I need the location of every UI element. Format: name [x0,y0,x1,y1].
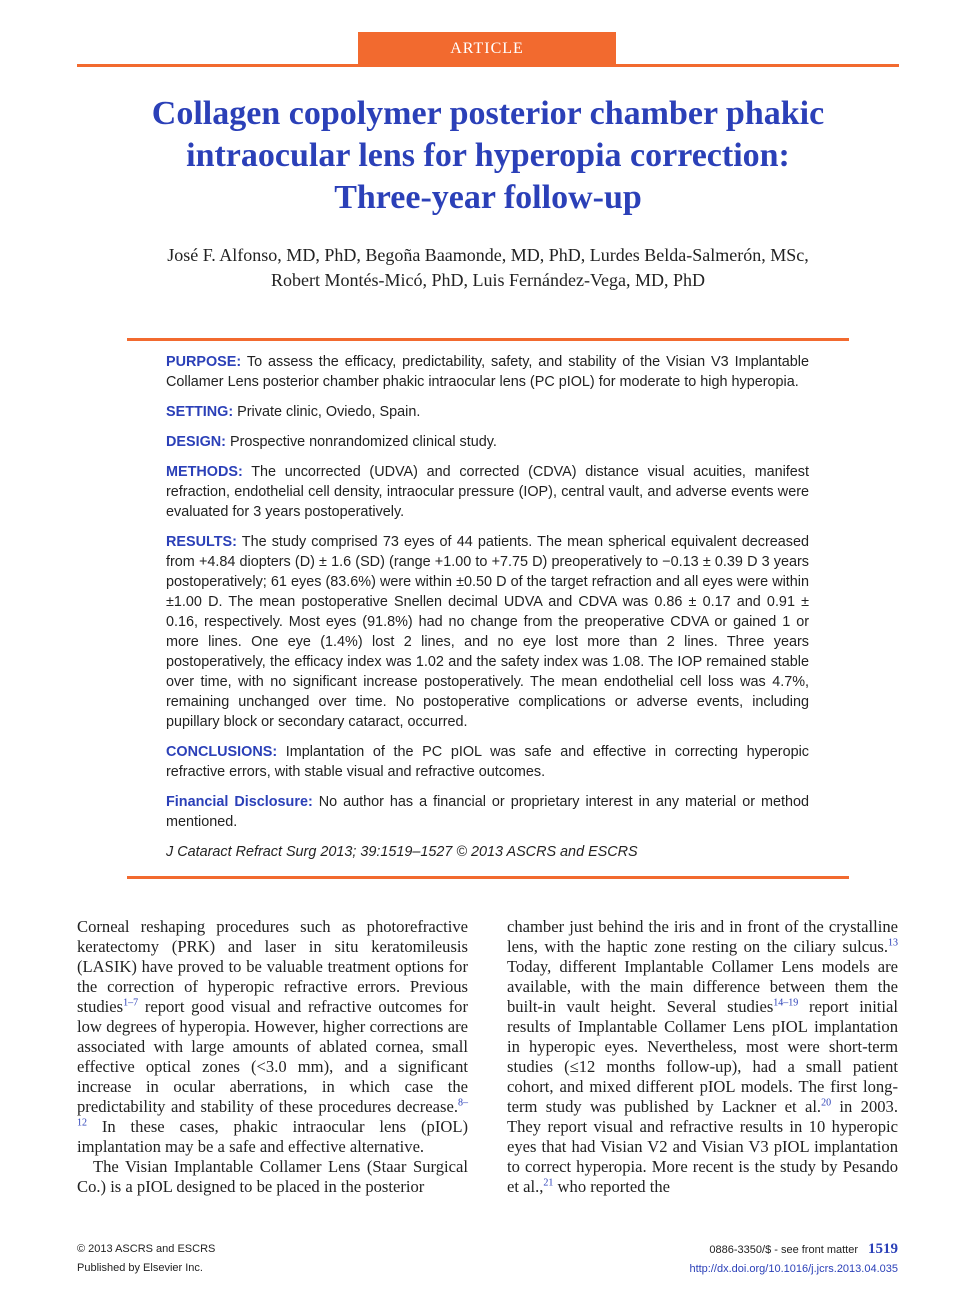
issn-text: 0886-3350/$ - see front matter [709,1244,858,1256]
abstract-text: The study comprised 73 eyes of 44 patients. The mean spherical equivalent decreased from +4.84 diopters (D) ± 1.6 (SD) (range +1.00 to +7.75 D) preoperatively to −0.13 ± 0.39 D 3 years postoperatively; 61 eyes (83.6%) were within ±0.50 D of the target refraction and all eyes were within ±1.00 D. The mean postoperative Snellen decimal UDVA and CDVA was 0.86 ± 0.17 and 0.91 ± 0.16, respectively. Most eyes (91.8%) had no change from the preoperative CDVA or gained 1 or more lines. One eye (1.4%) lost 2 lines, and no eye lost more than 2 lines. Three years postoperatively, the efficacy index was 1.02 and the safety index was 1.08. The IOP remained stable over time, with no significant increase postoperatively. The mean endothelial cell loss was 4.7%, remaining unchanged over time. No postoperative complications or adverse events, including pupillary block or secondary cataract, occurred. [166,534,809,730]
body-text: report initial results of Implantable Collamer Lens pIOL implantation in hyperopic eyes. Nevertheless, most were short-term studies (≤12 months follow-up), had a small patient cohort, and mixed different pIOL models. The first long-term study was published by Lackner et al. [507,997,898,1116]
abstract-results [166,532,809,732]
abstract-text: To assess the efficacy, predictability, safety, and stability of the Visian V3 Implantable Collamer Lens posterior chamber phakic intraocular lens (PC pIOL) for moderate to high hyperopia. [166,354,809,390]
article-type-tab: ARTICLE [358,32,616,65]
body-text: Corneal reshaping procedures such as photorefractive keratectomy (PRK) and laser in situ keratomileusis (LASIK) have proved to be valuable treatment options for the correction of hyperopic refractive errors. Previous studies [77,917,468,1016]
abstract-label: RESULTS: [166,534,237,550]
body-paragraph: The Visian Implantable Collamer Lens (Staar Surgical Co.) is a pIOL designed to be placed in the posterior [77,1157,468,1196]
abstract-bottom-rule [127,876,849,879]
journal-citation: J Cataract Refract Surg 2013; 39:1519–1527 © 2013 ASCRS and ESCRS [166,844,638,860]
body-text: in 2003. They report visual and refractive results in 10 hyperopic eyes that had Visian V2 and Visian V3 pIOL implantation to correct hyperopia. More recent is the study by Pesando et al., [507,1097,898,1196]
abstract-label: SETTING: [166,404,234,420]
abstract-purpose [166,352,809,392]
body-text: report good visual and refractive outcomes for low degrees of hyperopia. However, higher corrections are associated with large amounts of ablated cornea, small effective optical zones (<3.0 mm), and a significant increase in ocular aberrations, in which case the predictability and stability of these procedures decrease. [77,997,468,1116]
abstract [166,352,809,872]
reference-link[interactable]: 14–19 [773,997,799,1009]
publisher-notice: Published by Elsevier Inc. [77,1262,203,1274]
issn-line [689,1240,898,1260]
article-title [77,93,899,219]
copyright-notice: © 2013 ASCRS and ESCRS [77,1243,216,1255]
abstract-label: CONCLUSIONS: [166,744,278,760]
doi-link[interactable]: http://dx.doi.org/10.1016/j.jcrs.2013.04.035 [689,1263,898,1275]
title-line: Three-year follow-up [334,179,642,216]
abstract-text: No author has a financial or proprietary interest in any material or method mentioned. [166,794,809,830]
abstract-design [166,432,809,452]
abstract-label: PURPOSE: [166,354,242,370]
abstract-conclusions [166,742,809,782]
body-paragraph [77,917,468,1157]
author-line: Robert Montés-Micó, PhD, Luis Fernández-Vega, MD, PhD [271,270,705,290]
abstract-setting [166,402,809,422]
abstract-top-rule [127,338,849,341]
body-paragraph [507,917,898,1197]
abstract-text: The uncorrected (UDVA) and corrected (CDVA) distance visual acuities, manifest refraction, endothelial cell density, intraocular pressure (IOP), central vault, and adverse events were evaluated for 3 years postoperatively. [166,464,809,520]
abstract-methods [166,462,809,522]
abstract-label: Financial Disclosure: [166,794,313,810]
body-text: Today, different Implantable Collamer Lens models are available, with the main difference between them the built-in vault height. Several studies [507,957,898,1016]
abstract-label: METHODS: [166,464,243,480]
title-line: Collagen copolymer posterior chamber phakic [151,95,825,132]
footer-left [77,1240,215,1278]
header-rule [77,64,899,67]
body-text: who reported the [553,1177,670,1196]
body-text: chamber just behind the iris and in front of the crystalline lens, with the haptic zone resting on the ciliary sulcus. [507,917,898,956]
reference-link[interactable]: 20 [821,1097,832,1109]
title-line: intraocular lens for hyperopia correction: [186,137,790,174]
reference-link[interactable]: 13 [888,937,898,949]
abstract-text: Implantation of the PC pIOL was safe and effective in correcting hyperopic refractive errors, with stable visual and refractive outcomes. [166,744,809,780]
body-column-left [77,917,468,1197]
footer-right [689,1240,898,1279]
page-number: 1519 [868,1241,898,1257]
author-line: José F. Alfonso, MD, PhD, Begoña Baamonde, MD, PhD, Lurdes Belda-Salmerón, MSc, [167,245,809,265]
author-list [77,243,899,293]
abstract-disclosure [166,792,809,832]
body-text: In these cases, phakic intraocular lens (pIOL) implantation may be a safe and effective alternative. [77,1117,468,1156]
abstract-text: Prospective nonrandomized clinical study. [225,434,497,450]
abstract-text: Private clinic, Oviedo, Spain. [233,404,421,420]
body-column-right [507,917,898,1197]
reference-link[interactable]: 21 [543,1177,554,1189]
reference-link[interactable]: 8–12 [77,1097,468,1129]
reference-link[interactable]: 1–7 [123,997,139,1009]
abstract-label: DESIGN: [166,434,226,450]
